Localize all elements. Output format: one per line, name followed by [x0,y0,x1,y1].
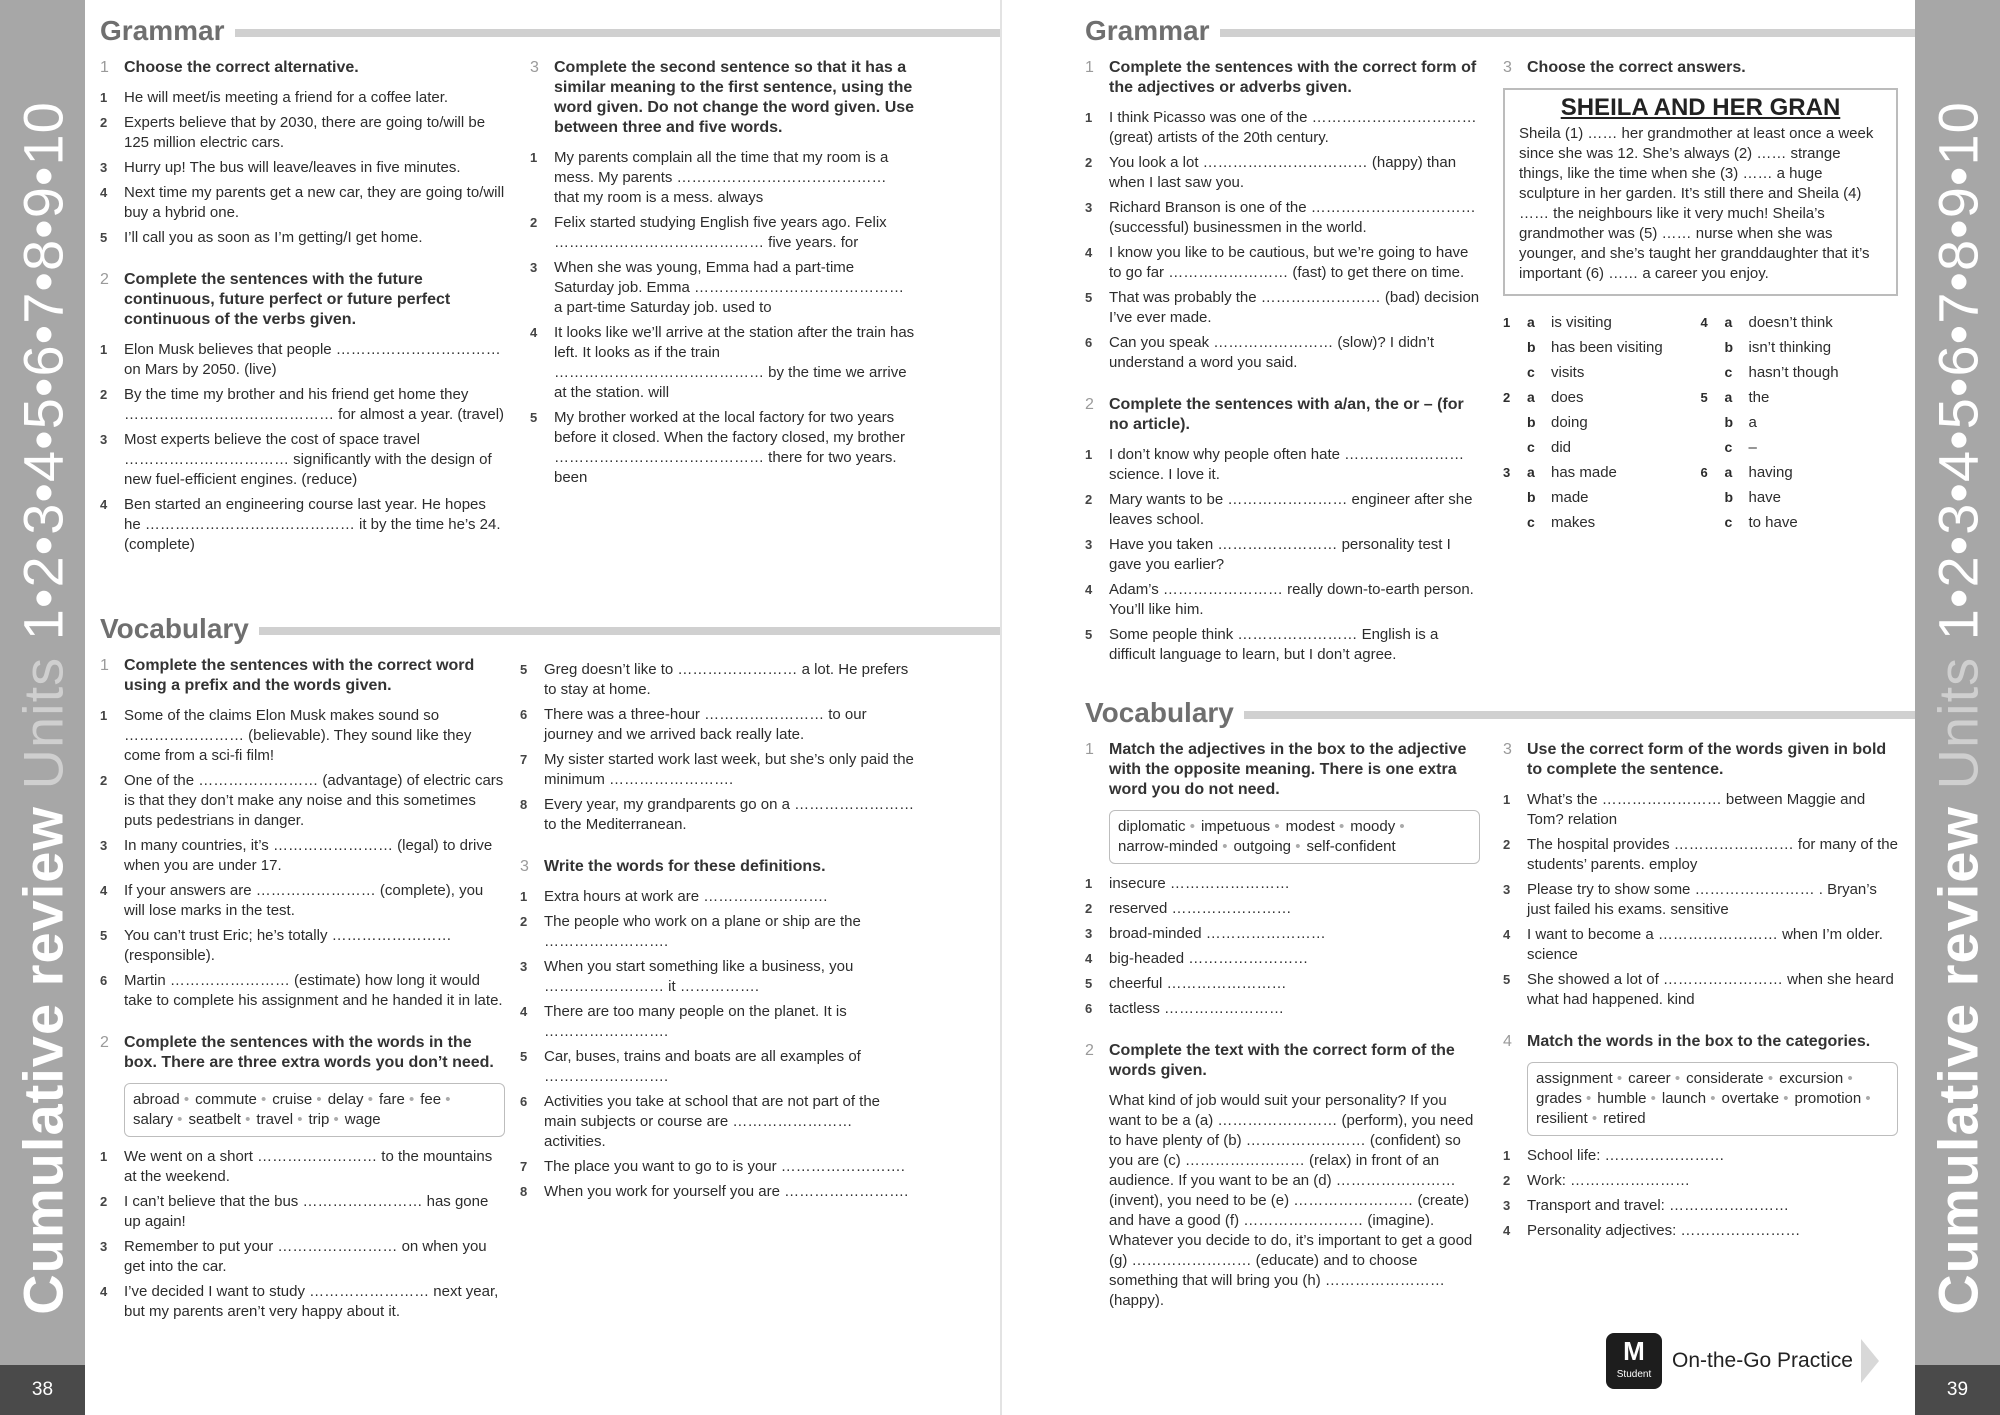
exercise-item: Work: …………………… [1527,1172,1691,1189]
exercise-item: Car, buses, trains and boats are all examples of ……………………. [544,1048,861,1085]
word-box: assignment • career • considerate • excursion • grades • humble • launch • overtake • promotion • resilient • retired [1527,1062,1898,1136]
exercise-item: insecure …………………… [1109,875,1290,892]
exercise-item: I don’t know why people often hate …………………… science. I love it. [1109,446,1465,483]
exercise-item: tactless …………………… [1109,1000,1285,1017]
exercise: 3 Complete the second sentence so that it has a similar meaning to the first sentence, using the word given. Do not change the word given. Use between three and five words. 1 My parents complain all the time that my room is a mess. My parents …………………………………… that my room is a mess. always 2 Felix started studying English five years ago. Felix …………………………………… five years. for 3 When she was young, Emma had a part-time Saturday job. Emma …………………………………… a part-time Saturday job. used to 4 It looks like we’ll arrive at the station after the train has left. It looks as if the train …………………………………… by the time we arrive at the station. will 5 My brother worked at the local factory for two years before it closed. When the factory closed, my brother …………………………………… there for two years. been [530,59,915,486]
exercise: 2 Complete the sentences with the words in the box. There are three extra words you don’t need. abroad • commute • cruise • delay • fare • fee • salary • seatbelt • travel • trip • wage 1 We went on a short …………………… to the mountains at the weekend. 2 I can’t believe that the bus …………………… has gone up again! 3 Remember to put your …………………… on when you get into the car. 4 I’ve decided I want to study …………………… next year, but my parents aren’t very happy about it. [100,1033,505,1322]
exercise-item: Hurry up! The bus will leave/leaves in five minutes. [124,159,461,176]
exercise-item: By the time my brother and his friend get home they …………………………………… for almost a year. (travel) [124,386,505,423]
exercise-item: My parents complain all the time that my room is a mess. My parents …………………………………… that my room is a mess. always [554,149,889,206]
student-app-icon: M Student [1606,1333,1662,1389]
exercise-item: Felix started studying English five years ago. Felix …………………………………… five years. for [554,214,887,251]
exercise-item: Martin …………………… (estimate) how long it would take to complete his assignment and he handed it in late. [124,972,503,1009]
exercise-item: School life: …………………… [1527,1147,1725,1164]
chevron-right-icon [1861,1339,1879,1383]
section-header-vocabulary: Vocabulary [1085,697,1915,729]
exercise-item: Richard Branson is one of the …………………………… (successful) businessmen in the world. [1109,199,1476,236]
right-side-banner [1915,0,2000,1415]
left-vocab-col-a [100,656,505,1344]
page-number: 39 [1915,1365,2000,1415]
exercise: 1 Match the adjectives in the box to the adjective with the opposite meaning. There is one extra word you do not need. diplomatic • impetuous • modest • moody • narrow-minded • outgoing • self-confident 1 insecure …………………… 2 reserved …………………… 3 broad-minded …………………… 4 big-headed …………………… 5 cheerful …………………… 6 tactless …………………… [1085,740,1480,1019]
right-grammar-col-b [1503,58,1898,557]
exercise-item: He will meet/is meeting a friend for a coffee later. [124,89,449,106]
exercise-item: There are too many people on the planet. It is ……………………. [544,1003,847,1040]
left-side-banner [0,0,85,1415]
exercise: 4 Match the words in the box to the categories. assignment • career • considerate • excursion • grades • humble • launch • overtake • promotion • resilient • retired 1 School life: …………………… 2 Work: …………………… 3 Transport and travel: …………………… 4 Personality adjectives: …………………… [1503,1032,1898,1241]
exercise-item: It looks like we’ll arrive at the station after the train has left. It looks as if the train …………………………………… by the time we arrive at the station. will [554,324,915,401]
exercise: 1 Complete the sentences with the correct word using a prefix and the words given. 1 Some of the claims Elon Musk makes sound so …………………… (believable). They sound like they come from a sci-fi film! 2 One of the …………………… (advantage) of electric cars is that they don’t make any noise and this sometimes puts pedestrians in danger. 3 In many countries, it’s …………………… (legal) to drive when you are under 17. 4 If your answers are …………………… (complete), you will lose marks in the test. 5 You can’t trust Eric; he’s totally …………………… (responsible). 6 Martin …………………… (estimate) how long it would take to complete his assignment and he handed it in late. [100,657,504,1009]
exercise-item: Personality adjectives: …………………… [1527,1222,1801,1239]
exercise-item: When you work for yourself you are ……………………. [544,1183,909,1200]
exercise-item: The hospital provides …………………… for many of the students’ parents. employ [1527,836,1898,873]
exercise: 2 Complete the sentences with a/an, the or – (for no article). 1 I don’t know why people often hate …………………… science. I love it. 2 Mary wants to be …………………… engineer after she leaves school. 3 Have you taken …………………… personality test I gave you earlier? 4 Adam’s …………………… really down-to-earth person. You’ll like him. 5 Some people think …………………… English is a difficult language to learn, but I don’t agree. [1085,395,1480,665]
exercise-item: Some people think …………………… English is a difficult language to learn, but I don’t agree. [1109,626,1439,663]
exercise-item: broad-minded …………………… [1109,925,1326,942]
exercise: 3 Choose the correct answers. SHEILA AND HER GRAN Sheila (1) …… her grandmother at least once a week since she was 12. She’s always (2) …… strange things, like the time when she (3) …… a huge sculpture in her garden. It’s still there and Sheila (4) …… the neighbours like it very much! Sheila’s grandmother was (5) …… nurse when she was younger, and she’s taught her granddaughter that it’s important (6) …… a career you enjoy. 1 a is visiting b has been visiting c visits 2 a does b doing c did 3 a has made b made c makes 4 a doesn’t think b isn’t thinking c hasn’t though 5 a the b a c – 6 a having b have c to have [1503,58,1898,535]
exercise-item: Have you taken …………………… personality test I gave you earlier? [1109,536,1451,573]
exercise-item: There was a three-hour …………………… to our journey and we arrived back really late. [544,706,867,743]
exercise-item: Some of the claims Elon Musk makes sound so …………………… (believable). They sound like they come from a sci-fi film! [124,707,472,764]
exercise-item: Remember to put your …………………… on when you get into the car. [124,1238,487,1275]
exercise-item: You can’t trust Eric; he’s totally …………………… (responsible). [124,927,452,964]
word-box: diplomatic • impetuous • modest • moody • narrow-minded • outgoing • self-confident [1109,810,1480,864]
exercise-item: cheerful …………………… [1109,975,1287,992]
exercise: 1 Complete the sentences with the correct form of the adjectives or adverbs given. 1 I think Picasso was one of the …………………………… (great) artists of the 20th century. 2 You look a lot …………………………… (happy) than when I last saw you. 3 Richard Branson is one of the …………………………… (successful) businessmen in the world. 4 I know you like to be cautious, but we’re going to have to go far …………………… (fast) to get there on time. 5 That was probably the …………………… (bad) decision I’ve ever made. 6 Can you speak …………………… (slow)? I didn’t understand a word you said. [1085,59,1480,371]
exercise-item: Extra hours at work are ……………………. [544,888,828,905]
story-title: SHEILA AND HER GRAN [1560,94,1841,121]
exercise-item: That was probably the …………………… (bad) decision I’ve ever made. [1109,289,1480,326]
exercise-item: Transport and travel: …………………… [1527,1197,1790,1214]
exercise: 2 Complete the text with the correct form of the words given. What kind of job would suit your personality? If you want to be a (a) …………………… (perform), you need to have plenty of (b) …………………… (confident) so you are (c) …………………… (relax) in front of an audience. If you want to be an (d) …………………… (invent), you need to be (e) …………………… (create) and have a good (f) …………………… (imagine). Whatever you decide to do, it’s important to get a good (g) …………………… (educate) and to choose something that will bring you (h) …………………… (happy). [1085,1041,1480,1311]
section-header-grammar: Grammar [1085,15,1915,47]
exercise-item: The people who work on a plane or ship are the ……………………. [544,913,861,950]
exercise-item: Ben started an engineering course last year. He hopes he …………………………………… it by the time he’s 24. (complete) [124,496,501,553]
exercise-item: My brother worked at the local factory for two years before it closed. When the factory closed, my brother …………………………………… there for two years. been [554,409,905,486]
section-header-vocabulary: Vocabulary [100,613,1000,645]
exercise-item: Please try to show some …………………… . Bryan’s just failed his exams. sensitive [1527,881,1877,918]
exercise: 1 Choose the correct alternative. 1 He will meet/is meeting a friend for a coffee later. 2 Experts believe that by 2030, there are going to/will be 125 million electric cars. 3 Hurry up! The bus will leave/leaves in five minutes. 4 Next time my parents get a new car, they are going to/will buy a hybrid one. 5 I’ll call you as soon as I’m getting/I get home. [100,59,505,246]
left-vocab-col-b [520,660,915,1224]
gap-fill-text: What kind of job would suit your personality? If you want to be a (a) …………………… (perform), you need to have plenty of (b) …………………… (confident) so you are (c) …………………… (relax) in front of an audience. If you want to be an (d) …………………… (invent), you need to be (e) …………………… (create) and have a good (f) …………………… (imagine). Whatever you decide to do, it’s important to get a good (g) …………………… (educate) and to choose something that will bring you (h) …………………… (happy). [1109,1092,1474,1309]
exercise: 3 Use the correct form of the words given in bold to complete the sentence. 1 What’s the …………………… between Maggie and Tom? relation 2 The hospital provides …………………… for many of the students’ parents. employ 3 Please try to show some …………………… . Bryan’s just failed his exams. sensitive 4 I want to become a …………………… when I’m older. science 5 She showed a lot of …………………… when she heard what had happened. kind [1503,741,1898,1008]
exercise-item: reserved …………………… [1109,900,1292,917]
exercise-item: If your answers are …………………… (complete), you will lose marks in the test. [124,882,484,919]
exercise-item: What’s the …………………… between Maggie and Tom? relation [1527,791,1866,828]
exercise-item: I can’t believe that the bus …………………… has gone up again! [124,1193,489,1230]
exercise: 5 Greg doesn’t like to …………………… a lot. He prefers to stay at home. 6 There was a three-hour …………………… to our journey and we arrived back really late. 7 My sister started work last week, but she’s only paid the minimum ……………………. 8 Every year, my grandparents go on a …………………… to the Mediterranean. [520,661,915,833]
exercise-item: Adam’s …………………… really down-to-earth person. You’ll like him. [1109,581,1474,618]
exercise-item: You look a lot …………………………… (happy) than when I last saw you. [1109,154,1457,191]
exercise-item: big-headed …………………… [1109,950,1309,967]
exercise-item: The place you want to go to is your ……………………. [544,1158,905,1175]
exercise-item: One of the …………………… (advantage) of electric cars is that they don’t make any noise and this sometimes puts pedestrians in danger. [124,772,504,829]
side-title: Cumulative review Units 1•2•3•4•5•6•7•8•9•10 [11,100,74,1315]
exercise: 3 Write the words for these definitions. 1 Extra hours at work are ……………………. 2 The people who work on a plane or ship are the ……………………. 3 When you start something like a business, you …………………… it ……………. 4 There are too many people on the planet. It is ……………………. 5 Car, buses, trains and boats are all examples of ……………………. 6 Activities you take at school that are not part of the main subjects or course are …………………… activities. 7 The place you want to go to is your ……………………. 8 When you work for yourself you are ……………………. [520,857,915,1202]
story-text: Sheila (1) …… her grandmother at least once a week since she was 12. She’s always (2) …… strange things, like the time when she (3) …… a huge sculpture in her garden. It’s still there and Sheila (4) …… the neighbours like it very much! Sheila’s grandmother was (5) …… nurse when she was younger, and she’s taught her granddaughter that it’s important (6) …… a career you enjoy. [1519,125,1874,282]
word-box: abroad • commute • cruise • delay • fare • fee • salary • seatbelt • travel • trip • wage [124,1083,505,1137]
left-grammar-col-b [530,58,915,510]
answer-options: 1 a is visiting b has been visiting c visits 2 a does b doing c did 3 a has made b made c makes 4 a doesn’t think b isn’t thinking c hasn’t though 5 a the b a c – 6 a having b have c to have [1503,314,1839,531]
exercise-item: Most experts believe the cost of space travel …………………………… significantly with the design of new fuel-efficient engines. (reduce) [124,431,492,488]
exercise-item: I think Picasso was one of the …………………………… (great) artists of the 20th century. [1109,109,1477,146]
page-number: 38 [0,1365,85,1415]
left-grammar-col-a [100,58,505,577]
right-vocab-col-b [1503,740,1898,1263]
story-box [1503,88,1898,296]
exercise-item: I’ll call you as soon as I’m getting/I get home. [124,229,423,246]
exercise: 2 Complete the sentences with the future continuous, future perfect or future perfect continuous of the verbs given. 1 Elon Musk believes that people …………………………… on Mars by 2050. (live) 2 By the time my brother and his friend get home they …………………………………… for almost a year. (travel) 3 Most experts believe the cost of space travel …………………………… significantly with the design of new fuel-efficient engines. (reduce) 4 Ben started an engineering course last year. He hopes he …………………………………… it by the time he’s 24. (complete) [100,271,505,553]
exercise-item: She showed a lot of …………………… when she heard what had happened. kind [1527,971,1894,1008]
exercise-item: I want to become a …………………… when I’m older. science [1527,926,1883,963]
exercise-item: We went on a short …………………… to the mountains at the weekend. [124,1148,493,1185]
exercise-item: Experts believe that by 2030, there are going to/will be 125 million electric cars. [124,114,486,151]
section-header-grammar: Grammar [100,15,1000,47]
exercise-item: Can you speak …………………… (slow)? I didn’t understand a word you said. [1109,334,1435,371]
exercise-item: Activities you take at school that are not part of the main subjects or course are …………………… activities. [544,1093,881,1150]
exercise-item: Greg doesn’t like to …………………… a lot. He prefers to stay at home. [544,661,909,698]
exercise-item: Mary wants to be …………………… engineer after she leaves school. [1109,491,1473,528]
exercise-item: Every year, my grandparents go on a …………………… to the Mediterranean. [544,796,915,833]
exercise-item: When she was young, Emma had a part-time Saturday job. Emma …………………………………… a part-time Saturday job. used to [554,259,905,316]
exercise-item: My sister started work last week, but she’s only paid the minimum ……………………. [544,751,914,788]
exercise-item: When you start something like a business, you …………………… it ……………. [544,958,854,995]
exercise-item: In many countries, it’s …………………… (legal) to drive when you are under 17. [124,837,493,874]
right-grammar-col-a [1085,58,1480,687]
right-vocab-col-a [1085,740,1480,1333]
page-gutter [1000,0,1002,1415]
side-title: Cumulative review Units 1•2•3•4•5•6•7•8•9•10 [1926,100,1989,1315]
exercise-item: I know you like to be cautious, but we’re going to have to go far …………………… (fast) to get there on time. [1109,244,1469,281]
badge-label: On-the-Go Practice [1672,1349,1853,1372]
on-the-go-practice-badge[interactable] [1606,1333,1879,1389]
exercise-item: Elon Musk believes that people …………………………… on Mars by 2050. (live) [124,341,501,378]
exercise-item: I’ve decided I want to study …………………… next year, but my parents aren’t very happy about it. [124,1283,499,1320]
exercise-item: Next time my parents get a new car, they are going to/will buy a hybrid one. [124,184,505,221]
